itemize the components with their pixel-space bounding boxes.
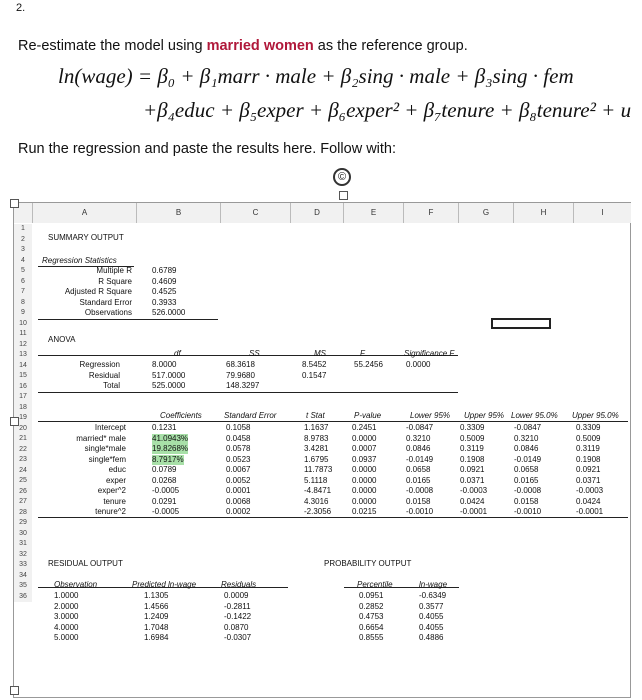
question-text	[18, 38, 468, 54]
column-header[interactable]: A	[32, 203, 136, 223]
row-header[interactable]: 1	[14, 224, 32, 235]
anova-title: ANOVA	[48, 335, 76, 344]
coef-cell: 0.0052	[226, 475, 251, 485]
coef-cell: 0.0000	[352, 465, 377, 474]
coef-header: t Stat	[306, 411, 325, 420]
row-header[interactable]: 20	[14, 424, 32, 435]
coef-header: Upper 95.0%	[572, 411, 619, 420]
coef-cell: 0.0158	[406, 496, 431, 506]
coef-cell: 19.8268%	[152, 444, 189, 453]
coef-cell: 1.6795	[304, 454, 329, 464]
stat-label: Standard Error	[79, 297, 132, 307]
coef-cell: 0.0424	[576, 496, 601, 506]
coef-cell: 0.0371	[576, 475, 601, 485]
residual-header: Observation	[54, 580, 98, 589]
residual-cell: 1.7048	[144, 622, 169, 632]
residual-cell: 1.6984	[144, 633, 169, 642]
residual-cell: 2.0000	[54, 601, 79, 611]
coef-cell: -0.0847	[514, 423, 542, 432]
coef-header: Lower 95%	[410, 411, 451, 420]
probability-cell: 0.6654	[359, 622, 384, 632]
probability-cell: 0.2852	[359, 601, 384, 611]
anova-cell: 55.2456	[354, 360, 383, 369]
coef-cell: -0.0010	[406, 507, 434, 516]
row-header[interactable]: 9	[14, 308, 32, 319]
coef-cell: -0.0005	[152, 507, 180, 516]
residual-cell: 4.0000	[54, 622, 79, 632]
coef-cell: 0.0921	[576, 465, 601, 474]
column-header[interactable]: I	[573, 203, 631, 223]
coef-cell: 0.0846	[406, 444, 431, 453]
row-header[interactable]: 23	[14, 455, 32, 466]
coef-row-label: single*fem	[88, 454, 126, 464]
anova-header: df	[174, 349, 181, 358]
coef-cell: 0.0158	[514, 496, 539, 506]
column-header[interactable]: C	[220, 203, 290, 223]
coef-cell: -0.0003	[460, 486, 488, 495]
residual-cell: -0.1422	[224, 612, 252, 621]
coef-row-label: single*male	[84, 444, 126, 453]
row-header[interactable]: 17	[14, 392, 32, 403]
anova-header: MS	[314, 349, 326, 358]
probability-cell: -0.6349	[419, 591, 447, 600]
coef-cell: 0.3119	[576, 444, 600, 453]
coef-cell: -0.0010	[514, 507, 542, 516]
row-header[interactable]: 19	[14, 413, 32, 424]
row-header[interactable]: 22	[14, 445, 32, 456]
coef-cell: 0.3309	[576, 423, 601, 432]
coef-cell: -0.0001	[460, 507, 488, 516]
stat-value: 0.4525	[152, 287, 177, 296]
anova-cell: 68.3618	[226, 360, 255, 369]
stat-label: Adjusted R Square	[64, 287, 132, 296]
coef-cell: 0.3119	[460, 444, 484, 453]
anova-cell: 148.3297	[226, 381, 260, 390]
anova-cell: 517.0000	[152, 370, 186, 380]
anova-cell: 0.1547	[302, 370, 327, 380]
row-header[interactable]: 31	[14, 539, 32, 550]
residual-cell: 1.1305	[144, 591, 169, 600]
stat-value: 0.4609	[152, 276, 177, 286]
stat-value: 526.0000	[152, 308, 186, 317]
coef-cell: -4.8471	[304, 486, 332, 495]
resize-handle[interactable]	[10, 417, 19, 426]
row-header[interactable]: 25	[14, 476, 32, 487]
row-header[interactable]: 7	[14, 287, 32, 298]
column-header[interactable]: D	[290, 203, 343, 223]
column-header[interactable]: H	[513, 203, 573, 223]
coef-cell: 4.3016	[304, 496, 329, 506]
anova-cell: 0.0000	[406, 360, 431, 369]
row-header[interactable]: 26	[14, 487, 32, 498]
coef-cell: 0.0937	[352, 454, 377, 464]
intro-end-text: as the reference group.	[313, 38, 468, 54]
coef-header: Lower 95.0%	[511, 411, 558, 420]
row-header[interactable]: 30	[14, 529, 32, 540]
coef-cell: 0.0268	[152, 475, 177, 485]
row-header[interactable]: 33	[14, 560, 32, 571]
row-header[interactable]: 35	[14, 581, 32, 592]
residual-cell: 0.0870	[224, 622, 249, 632]
row-header[interactable]: 15	[14, 371, 32, 382]
coef-cell: 0.0658	[514, 465, 539, 474]
coef-cell: 0.1908	[460, 454, 485, 464]
resize-handle[interactable]	[10, 199, 19, 208]
coef-cell: 0.0067	[226, 465, 251, 474]
coef-cell: 0.5009	[576, 433, 601, 443]
column-header[interactable]: B	[136, 203, 220, 223]
coef-cell: 0.1908	[576, 454, 601, 464]
row-header[interactable]: 16	[14, 382, 32, 393]
probability-cell: 0.4753	[359, 612, 384, 621]
anova-row-label: Residual	[88, 370, 120, 380]
row-header[interactable]: 34	[14, 571, 32, 582]
stat-value: 0.3933	[152, 297, 177, 307]
coef-cell: 41.0943%	[152, 433, 189, 443]
coef-cell: 0.0291	[152, 496, 177, 506]
coef-cell: -0.0008	[514, 486, 542, 495]
probability-header: Percentile	[357, 580, 393, 589]
row-header[interactable]: 6	[14, 277, 32, 288]
coef-cell: 0.0165	[406, 475, 431, 485]
anova-cell: 8.0000	[152, 360, 177, 369]
residual-header: Predicted ln-wage	[132, 580, 197, 589]
resize-handle[interactable]	[10, 686, 19, 695]
row-header[interactable]: 10	[14, 319, 32, 330]
equation-line-1: ln(wage) = β₀ + β₁marr · male + β₂sing · male + β₃sing · fem	[58, 64, 574, 88]
coef-cell: -0.0005	[152, 486, 180, 495]
coef-cell: -0.0149	[406, 454, 434, 464]
row-header[interactable]: 21	[14, 434, 32, 445]
coef-header: P-value	[354, 411, 382, 420]
reg-stats-title: Regression Statistics	[42, 256, 117, 265]
coef-row-label: married* male	[76, 433, 126, 443]
coef-cell: 0.0068	[226, 496, 251, 506]
coef-cell: 0.1058	[226, 423, 251, 432]
coef-cell: 0.0789	[152, 465, 177, 474]
anova-row-label: Total	[103, 381, 120, 390]
row-header[interactable]: 36	[14, 592, 32, 603]
coef-cell: 0.0000	[352, 433, 377, 443]
coef-cell: 0.0523	[226, 454, 251, 464]
coef-header: Upper 95%	[464, 411, 505, 420]
coef-cell: 11.7873	[304, 465, 333, 474]
coef-cell: 1.1637	[304, 423, 329, 432]
coef-cell: 8.9783	[304, 433, 329, 443]
coef-cell: 0.0424	[460, 496, 485, 506]
coef-cell: 0.0000	[352, 496, 377, 506]
residual-cell: 0.0009	[224, 591, 249, 600]
row-header[interactable]: 24	[14, 466, 32, 477]
equation-line-2: +β₄educ + β₅exper + β₆exper² + β₇tenure + β₈tenure² + u	[143, 98, 632, 122]
coef-cell: 0.0458	[226, 433, 251, 443]
coef-cell: -0.0003	[576, 486, 604, 495]
row-header[interactable]: 14	[14, 361, 32, 372]
anova-cell: 79.9680	[226, 370, 255, 380]
residual-header: Residuals	[221, 580, 257, 589]
anova-header: SS	[249, 349, 260, 358]
stat-label: R Square	[98, 276, 132, 286]
coef-cell: 0.2451	[352, 423, 377, 432]
row-header[interactable]: 29	[14, 518, 32, 529]
coef-cell: 0.0001	[226, 486, 251, 495]
row-header[interactable]: 18	[14, 403, 32, 414]
probability-cell: 0.4886	[419, 633, 444, 642]
intro-text: Re-estimate the model using	[18, 38, 207, 54]
row-header[interactable]: 28	[14, 508, 32, 519]
anova-header: Significance F	[404, 349, 455, 358]
coef-header: Standard Error	[224, 411, 277, 420]
anova-cell: 8.5452	[302, 360, 327, 369]
row-header[interactable]: 13	[14, 350, 32, 361]
coef-cell: 0.0002	[226, 507, 251, 516]
coef-cell: 8.7917%	[152, 454, 184, 464]
coef-cell: 0.0165	[514, 475, 539, 485]
coef-cell: 0.1231	[152, 423, 177, 432]
column-header[interactable]: E	[343, 203, 403, 223]
coef-cell: 0.0007	[352, 444, 377, 453]
coef-cell: -0.0847	[406, 423, 434, 432]
coef-cell: 5.1118	[304, 475, 328, 485]
probability-cell: 0.4055	[419, 622, 444, 632]
coef-cell: 0.5009	[460, 433, 485, 443]
coef-cell: 0.0846	[514, 444, 539, 453]
coef-cell: 0.3210	[514, 433, 539, 443]
coef-row-label: exper	[105, 475, 126, 485]
residual-cell: 1.2409	[144, 612, 169, 621]
coef-row-label: Intercept	[94, 423, 126, 432]
probability-cell: 0.4055	[419, 612, 444, 621]
row-header[interactable]: 4	[14, 256, 32, 267]
stat-label: Observations	[84, 308, 132, 317]
resize-handle[interactable]	[339, 191, 348, 200]
coef-cell: 0.0215	[352, 507, 377, 516]
residual-cell: 3.0000	[54, 612, 79, 621]
coef-row-label: exper^2	[97, 486, 126, 495]
coef-cell: 3.4281	[304, 444, 329, 453]
coef-row-label: educ	[108, 465, 126, 474]
instruction-text: Run the regression and paste the results here. Follow with:	[18, 141, 397, 157]
anova-cell: 525.0000	[152, 381, 186, 390]
probability-cell: 0.8555	[359, 633, 384, 642]
summary-title: SUMMARY OUTPUT	[48, 233, 124, 242]
column-header[interactable]: F	[403, 203, 458, 223]
spreadsheet	[13, 202, 631, 698]
row-header[interactable]: 2	[14, 235, 32, 246]
probability-cell: 0.3577	[419, 601, 444, 611]
copyright-icon: ©	[333, 168, 351, 186]
residual-title: RESIDUAL OUTPUT	[48, 559, 123, 568]
coef-cell: 0.3309	[460, 423, 485, 432]
row-header[interactable]: 8	[14, 298, 32, 309]
probability-title: PROBABILITY OUTPUT	[324, 559, 412, 568]
row-header[interactable]: 5	[14, 266, 32, 277]
coef-cell: -0.0008	[406, 486, 434, 495]
residual-cell: -0.2811	[224, 601, 251, 611]
anova-row-label: Regression	[79, 360, 120, 369]
coef-row-label: tenure	[103, 496, 126, 506]
stat-value: 0.6789	[152, 266, 177, 275]
anova-header: F	[360, 349, 365, 358]
question-number: 2.	[16, 2, 26, 14]
row-header[interactable]: 11	[14, 329, 32, 340]
probability-cell: 0.0951	[359, 591, 384, 600]
selected-cell[interactable]	[491, 318, 551, 329]
coef-cell: 0.0578	[226, 444, 251, 453]
coef-cell: 0.0000	[352, 475, 377, 485]
residual-cell: 1.0000	[54, 591, 79, 600]
coef-row-label: tenure^2	[95, 507, 126, 516]
column-header[interactable]: G	[458, 203, 513, 223]
row-header[interactable]: 32	[14, 550, 32, 561]
residual-cell: -0.0307	[224, 633, 252, 642]
probability-header: ln-wage	[419, 580, 448, 589]
coef-cell: 0.0658	[406, 465, 431, 474]
coef-header: Coefficients	[160, 411, 202, 420]
coef-cell: 0.0371	[460, 475, 485, 485]
stat-label: Multiple R	[96, 266, 132, 275]
row-header[interactable]: 27	[14, 497, 32, 508]
coef-cell: -2.3056	[304, 507, 332, 516]
coef-cell: -0.0001	[576, 507, 604, 516]
coef-cell: -0.0149	[514, 454, 542, 464]
residual-cell: 1.4566	[144, 601, 169, 611]
coef-cell: 0.3210	[406, 433, 431, 443]
row-header[interactable]: 12	[14, 340, 32, 351]
residual-cell: 5.0000	[54, 633, 79, 642]
reference-group: married women	[206, 38, 314, 54]
coef-cell: 0.0921	[460, 465, 485, 474]
coef-cell: 0.0000	[352, 486, 377, 495]
row-header[interactable]: 3	[14, 245, 32, 256]
